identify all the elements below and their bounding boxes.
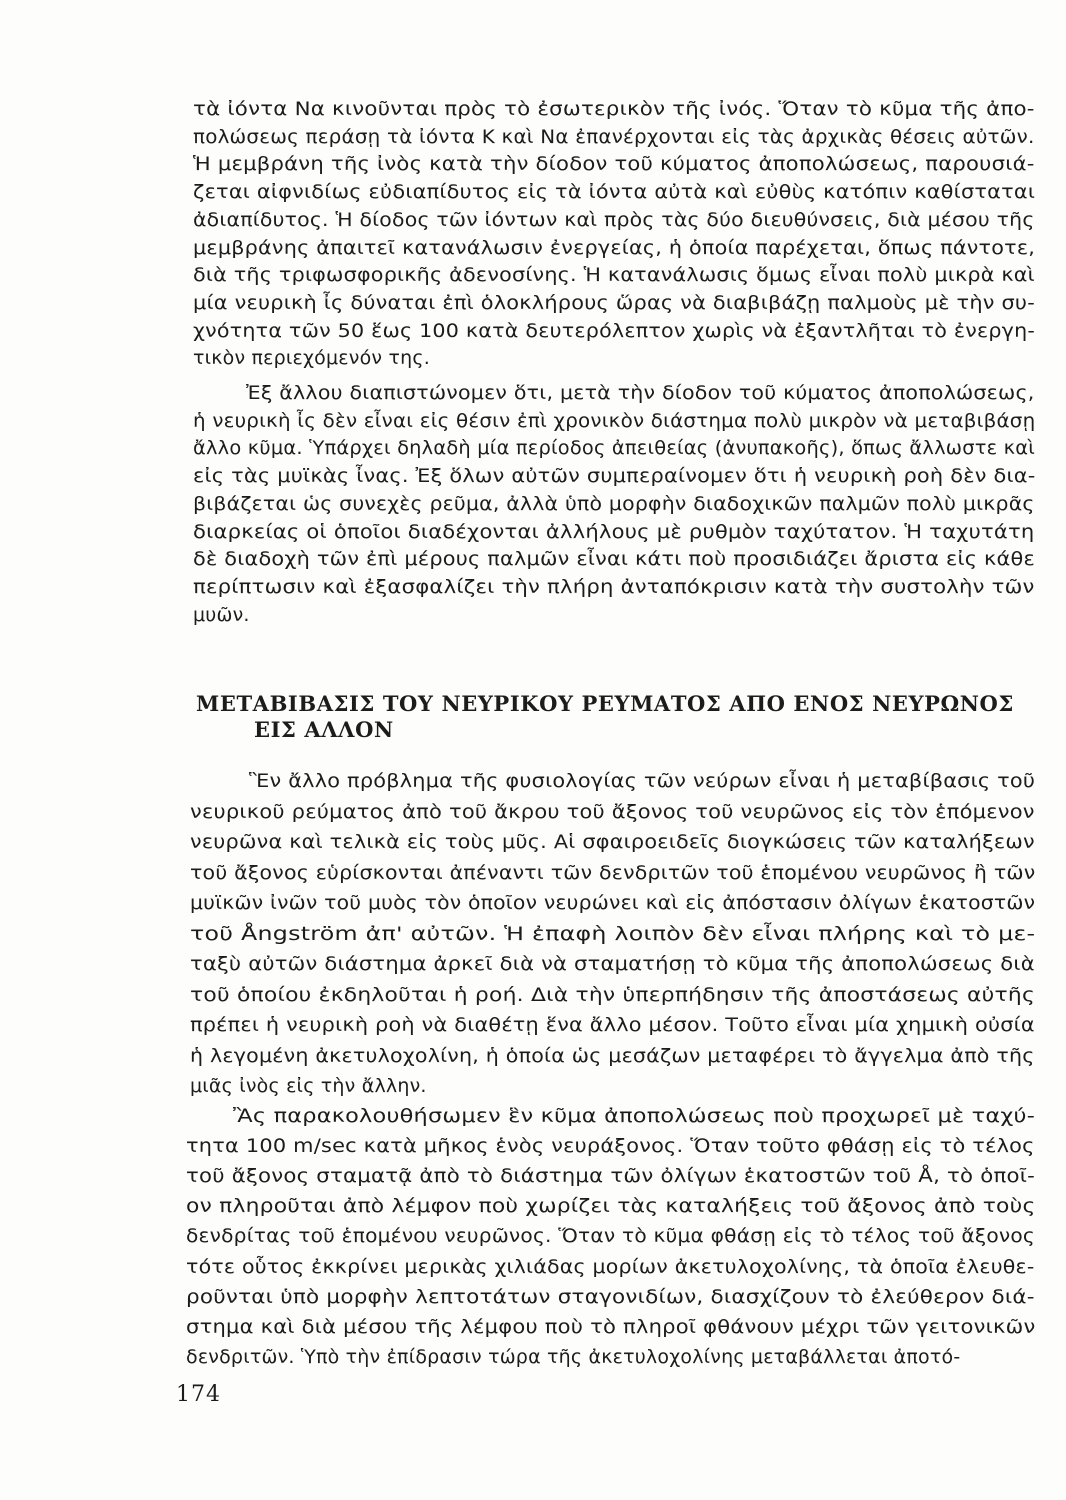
- paragraph-2-line: δὲ διαδοχὴ τῶν ἐπὶ μέρους παλμῶν εἶναι κάτι ποὺ προσιδιάζει ἄριστα εἰς κάθε: [193, 548, 1035, 571]
- paragraph-1-line: τὰ ἰόντα Να κινοῦνται πρὸς τὸ ἐσωτερικὸν τῆς ἰνός. Ὅταν τὸ κῦμα τῆς ἀπο-: [193, 98, 1035, 120]
- paragraph-3-line: τοῦ ἄξονος εὑρίσκονται ἀπέναντι τῶν δενδριτῶν τοῦ ἑπομένου νευρῶνος ἢ τῶν: [190, 861, 1036, 884]
- paragraph-1-line: χνότητα τῶν 50 ἕως 100 κατὰ δευτερόλεπτον χωρὶς νὰ ἐξαντλῆται τὸ ἐνεργη-: [193, 319, 1036, 342]
- paragraph-2-line: εἰς τὰς μυϊκὰς ἶνας. Ἐξ ὅλων αὐτῶν συμπεραίνομεν ὅτι ἡ νευρικὴ ροὴ δὲν δια-: [193, 465, 1036, 488]
- paragraph-4-line: δενδριτῶν. Ὑπὸ τὴν ἐπίδρασιν τώρα τῆς ἀκετυλοχολίνης μεταβάλλεται ἀποτό-: [186, 1345, 961, 1368]
- section-heading-line: ΕΙΣ ΑΛΛΟΝ: [254, 717, 394, 742]
- paragraph-3-line: πρέπει ἡ νευρικὴ ροὴ νὰ διαθέτῃ ἕνα ἄλλο μέσον. Τοῦτο εἶναι μία χημικὴ οὐσία: [190, 1014, 1035, 1036]
- paragraph-4-line: τητα 100 m/sec κατὰ μῆκος ἑνὸς νευράξονος. Ὅταν τοῦτο φθάσῃ εἰς τὸ τέλος: [186, 1135, 1035, 1158]
- paragraph-3-line: Ἓν ἄλλο πρόβλημα τῆς φυσιολογίας τῶν νεύρων εἶναι ἡ μεταβίβασις τοῦ: [249, 770, 1036, 792]
- paragraph-1-line: μεμβράνης ἀπαιτεῖ κατανάλωσιν ἐνεργείας, ἡ ὁποία παρέχεται, ὅπως πάντοτε,: [193, 236, 1036, 259]
- paragraph-1-line: τικὸν περιεχόμενόν της.: [193, 347, 430, 370]
- paragraph-4-line: ον πληροῦται ἀπὸ λέμφον ποὺ χωρίζει τὰς καταλήξεις τοῦ ἄξονος ἀπὸ τοὺς: [186, 1195, 1036, 1218]
- paragraph-3-line: νευρικοῦ ρεύματος ἀπὸ τοῦ ἄκρου τοῦ ἄξονος τοῦ νευρῶνος εἰς τὸν ἑπόμενον: [190, 800, 1035, 823]
- paragraph-2-line: Ἐξ ἄλλου διαπιστώνομεν ὅτι, μετὰ τὴν δίοδον τοῦ κύματος ἀποπολώσεως,: [246, 382, 1035, 404]
- paragraph-1-line: πολώσεως περάσῃ τὰ ἰόντα Κ καὶ Να ἐπανέρχονται εἰς τὰς ἀρχικὰς θέσεις αὐτῶν.: [193, 125, 1035, 148]
- paragraph-3-line: τοῦ ὁποίου ἐκδηλοῦται ἡ ροή. Διὰ τὴν ὑπερπήδησιν τῆς ἀποστάσεως αὐτῆς: [190, 983, 1035, 1006]
- paragraph-1-line: μία νευρικὴ ἶς δύναται ἐπὶ ὁλοκλήρους ὥρας νὰ διαβιβάζῃ παλμοὺς μὲ τὴν συ-: [193, 291, 1035, 314]
- paragraph-4-line: Ἂς παρακολουθήσωμεν ἓν κῦμα ἀποπολώσεως ποὺ προχωρεῖ μὲ ταχύ-: [233, 1105, 1036, 1127]
- paragraph-2-line: διαρκείας οἱ ὁποῖοι διαδέχονται ἀλλήλους μὲ ρυθμὸν ταχύτατον. Ἡ ταχυτάτη: [193, 520, 1035, 543]
- paragraph-3-line: τοῦ Ångström ἀπ' αὐτῶν. Ἡ ἐπαφὴ λοιπὸν δὲν εἶναι πλήρης καὶ τὸ με-: [190, 922, 1036, 945]
- paragraph-3-line: ἡ λεγομένη ἀκετυλοχολίνη, ἡ ὁποία ὡς μεσάζων μεταφέρει τὸ ἄγγελμα ἀπὸ τῆς: [190, 1044, 1035, 1067]
- paragraph-3-line: μυϊκῶν ἰνῶν τοῦ μυὸς τὸν ὁποῖον νευρώνει καὶ εἰς ἀπόστασιν ὀλίγων ἑκατοστῶν: [190, 892, 1036, 914]
- paragraph-4-line: δενδρίτας τοῦ ἑπομένου νευρῶνος. Ὅταν τὸ κῦμα φθάσῃ εἰς τὸ τέλος τοῦ ἄξονος: [186, 1225, 1035, 1248]
- paragraph-3-line: νευρῶνα καὶ τελικὰ εἰς τοὺς μῦς. Αἱ σφαιροειδεῖς διογκώσεις τῶν καταλήξεων: [190, 831, 1035, 853]
- paragraph-4-line: στημα καὶ διὰ μέσου τῆς λέμφου ποὺ τὸ πληροῖ φθάνουν μέχρι τῶν γειτονικῶν: [186, 1315, 1036, 1338]
- paragraph-2-line: μυῶν.: [193, 603, 250, 626]
- paragraph-2-line: ἄλλο κῦμα. Ὑπάρχει δηλαδὴ μία περίοδος ἀπειθείας (ἀνυπακοῆς), ὅπως ἄλλωστε καὶ: [193, 437, 1036, 460]
- paragraph-1-line: διὰ τῆς τριφωσφορικῆς ἀδενοσίνης. Ἡ κατανάλωσις ὅμως εἶναι πολὺ μικρὰ καὶ: [193, 264, 1035, 287]
- paragraph-3-line: μιᾶς ἰνὸς εἰς τὴν ἄλλην.: [190, 1075, 427, 1097]
- section-heading-line: ΜΕΤΑΒΙΒΑΣΙΣ ΤΟΥ ΝΕΥΡΙΚΟΥ ΡΕΥΜΑΤΟΣ ΑΠΟ ΕΝΟΣ ΝΕΥΡΩΝΟΣ: [196, 691, 1014, 716]
- paragraph-2-line: περίπτωσιν καὶ ἐξασφαλίζει τὴν πλήρη ἀνταπόκρισιν κατὰ τὴν συστολὴν τῶν: [193, 575, 1035, 598]
- paragraph-1-line: ζεται αἰφνιδίως εὐδιαπίδυτος εἰς τὰ ἰόντα αὐτὰ καὶ εὐθὺς κατόπιν καθίσταται: [193, 181, 1036, 204]
- page-number: 174: [176, 1382, 221, 1407]
- paragraph-2-line: βιβάζεται ὡς συνεχὲς ρεῦμα, ἀλλὰ ὑπὸ μορφὴν διαδοχικῶν παλμῶν πολὺ μικρᾶς: [193, 492, 1035, 515]
- paragraph-3-line: ταξὺ αὐτῶν διάστημα ἀρκεῖ διὰ νὰ σταματήσῃ τὸ κῦμα τῆς ἀποπολώσεως διὰ: [190, 953, 1035, 975]
- paragraph-2-line: ἡ νευρικὴ ἶς δὲν εἶναι εἰς θέσιν ἐπὶ χρονικὸν διάστημα πολὺ μικρὸν νὰ μεταβιβάσῃ: [193, 409, 1036, 432]
- paragraph-4-line: τοῦ ἄξονος σταματᾷ ἀπὸ τὸ διάστημα τῶν ὀλίγων ἑκατοστῶν τοῦ Å, τὸ ὁποῖ-: [186, 1165, 1036, 1188]
- paragraph-4-line: τότε οὗτος ἐκκρίνει μερικὰς χιλιάδας μορίων ἀκετυλοχολίνης, τὰ ὁποῖα ἐλευθε-: [186, 1255, 1035, 1278]
- paragraph-1-line: Ἡ μεμβράνη τῆς ἰνὸς κατὰ τὴν δίοδον τοῦ κύματος ἀποπολώσεως, παρουσιά-: [193, 153, 1035, 176]
- paragraph-4-line: ροῦνται ὑπὸ μορφὴν λεπτοτάτων σταγονιδίων, διασχίζουν τὸ ἐλεύθερον διά-: [186, 1285, 1035, 1308]
- paragraph-1-line: ἀδιαπίδυτος. Ἡ δίοδος τῶν ἰόντων καὶ πρὸς τὰς δύο διευθύνσεις, διὰ μέσου τῆς: [193, 208, 1035, 231]
